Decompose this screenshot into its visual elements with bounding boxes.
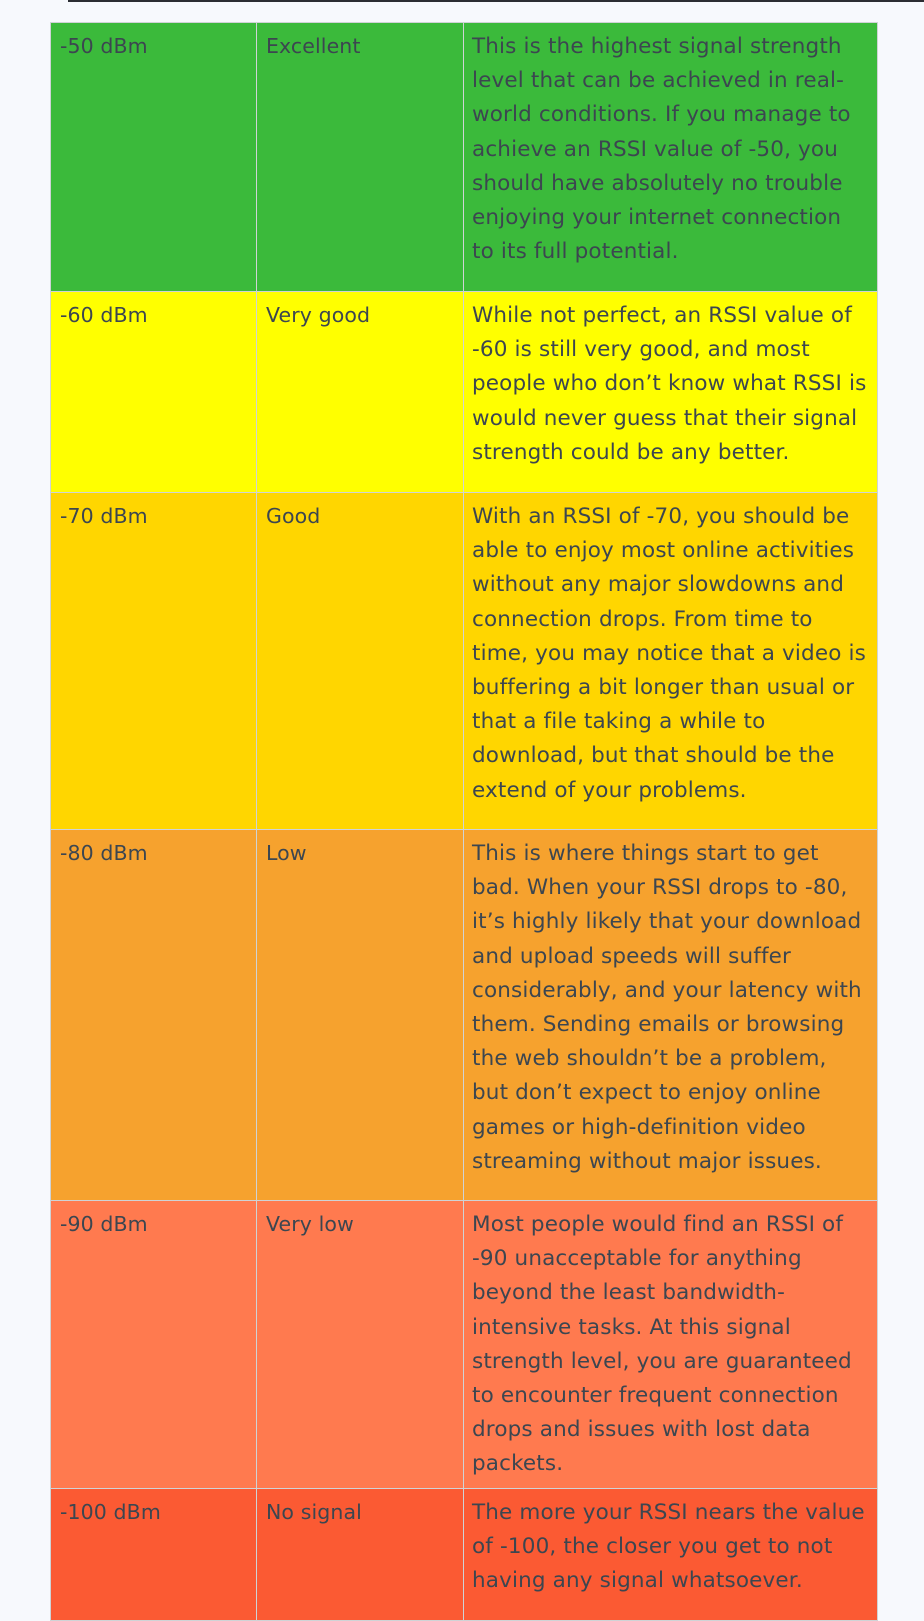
signal-quality-cell: No signal bbox=[257, 1488, 464, 1620]
rssi-value-cell: -70 dBm bbox=[51, 493, 257, 830]
description-cell: While not perfect, an RSSI value of -60 is still very good, and most people who don’t know what RSSI is would never guess that their signal strength could be any better. bbox=[464, 292, 878, 493]
description-cell: This is the highest signal strength level that can be achieved in real-world conditions. If you manage to achieve an RSSI value of -50, you should have absolutely no trouble enjoying your internet connection to its full potential. bbox=[464, 23, 878, 292]
signal-quality-cell: Very low bbox=[257, 1201, 464, 1489]
table-row bbox=[51, 292, 878, 493]
table-row bbox=[51, 1488, 878, 1620]
rssi-value-cell: -50 dBm bbox=[51, 23, 257, 292]
rssi-signal-strength-table bbox=[50, 22, 878, 1621]
table-row bbox=[51, 493, 878, 830]
signal-quality-cell: Excellent bbox=[257, 23, 464, 292]
table-row bbox=[51, 23, 878, 292]
signal-quality-cell: Good bbox=[257, 493, 464, 830]
description-cell: Most people would find an RSSI of -90 unacceptable for anything beyond the least bandwidth-intensive tasks. At this signal strength level, you are guaranteed to encounter frequent connection drops and issues with lost data packets. bbox=[464, 1201, 878, 1489]
description-cell: With an RSSI of -70, you should be able to enjoy most online activities without any major slowdowns and connection drops. From time to time, you may notice that a video is buffering a bit longer than usual or that a file taking a while to download, but that should be the extend of your problems. bbox=[464, 493, 878, 830]
top-divider bbox=[68, 0, 924, 2]
table-row bbox=[51, 830, 878, 1201]
table-row bbox=[51, 1201, 878, 1489]
signal-quality-cell: Very good bbox=[257, 292, 464, 493]
description-cell: This is where things start to get bad. When your RSSI drops to -80, it’s highly likely that your download and upload speeds will suffer considerably, and your latency with them. Sending emails or browsing the web shouldn’t be a problem, but don’t expect to enjoy online games or high-definition video streaming without major issues. bbox=[464, 830, 878, 1201]
signal-quality-cell: Low bbox=[257, 830, 464, 1201]
rssi-value-cell: -100 dBm bbox=[51, 1488, 257, 1620]
rssi-value-cell: -90 dBm bbox=[51, 1201, 257, 1489]
description-cell: The more your RSSI nears the value of -100, the closer you get to not having any signal whatsoever. bbox=[464, 1488, 878, 1620]
rssi-value-cell: -80 dBm bbox=[51, 830, 257, 1201]
rssi-value-cell: -60 dBm bbox=[51, 292, 257, 493]
